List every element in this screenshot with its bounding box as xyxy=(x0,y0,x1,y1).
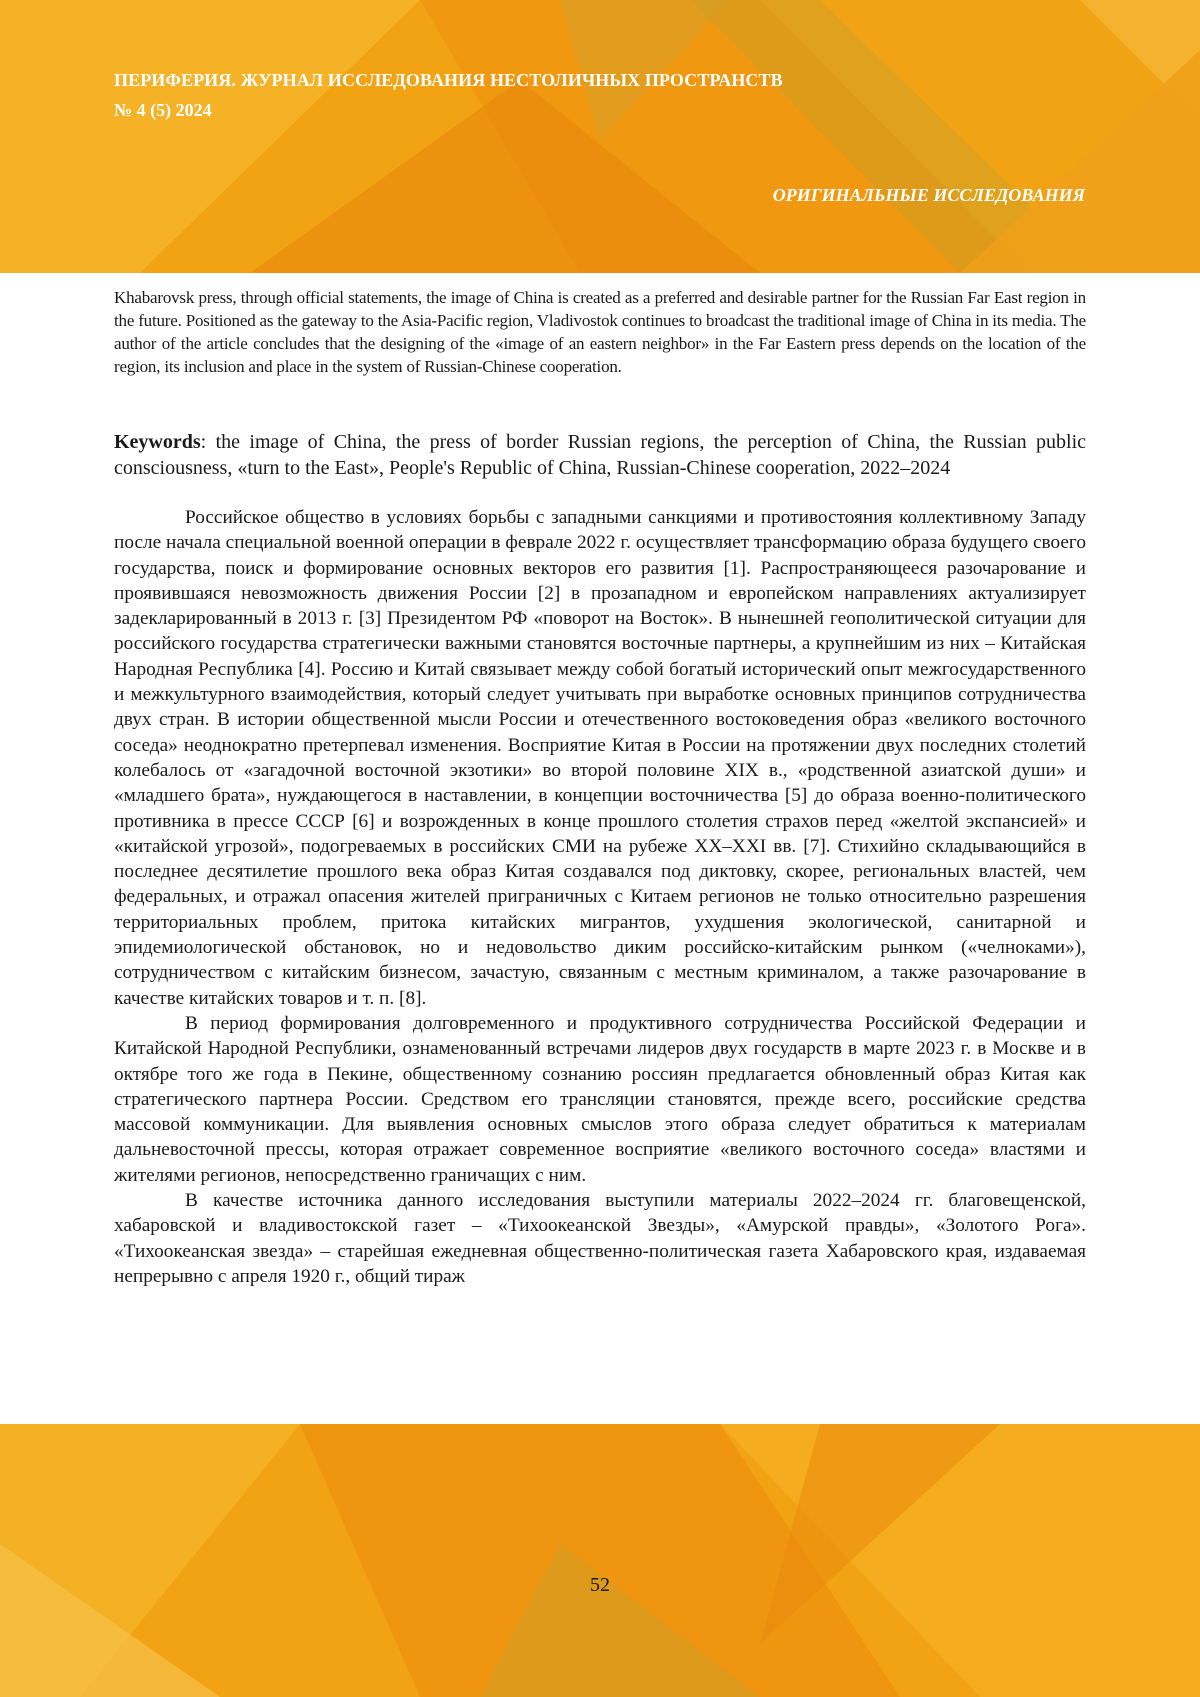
header-decor-shapes xyxy=(0,0,1200,273)
footer-decor-shapes xyxy=(0,1424,1200,1697)
body-paragraph: В качестве источника данного исследования выступили материалы 2022–2024 гг. благовещенской, хабаровской и владивостокской газет – «Тихоокеанской Звезды», «Амурской правды», «Золотого Рога». «Тихоокеанская звезда» – старейшая ежедневная общественно-политическая газета Хабаровского края, издаваемая непрерывно с апреля 1920 г., общий тираж xyxy=(114,1190,1086,1287)
journal-title: ПЕРИФЕРИЯ. ЖУРНАЛ ИССЛЕДОВАНИЯ НЕСТОЛИЧНЫХ ПРОСТРАНСТВ xyxy=(114,70,783,90)
abstract-tail: Khabarovsk press, through official statements, the image of China is created as a preferred and desirable partner for the Russian Far East region in the future. Positioned as the gateway to the Asia-Pacific region, Vladivostok continues to broadcast the traditional image of China in its media. The author of the article concludes that the designing of the «image of an eastern neighbor» in the Far Eastern press depends on the location of the region, its inclusion and place in the system of Russian-Chinese cooperation. xyxy=(114,288,1086,376)
keywords-text: : the image of China, the press of border Russian regions, the perception of China, the Russian public consciousness, «turn to the East», People's Republic of China, Russian-Chinese cooperation, 2022–2024 xyxy=(114,431,1086,479)
article-body xyxy=(114,505,1086,1289)
header-banner xyxy=(0,0,1200,273)
footer-banner xyxy=(0,1424,1200,1697)
body-paragraph: Российское общество в условиях борьбы с западными санкциями и противостояния коллективному Западу после начала специальной военной операции в феврале 2022 г. осуществляет трансформацию образа будущего своего государства, поиск и формирование основных векторов его развития [1]. Распространяющееся разочарование и проявившаяся невозможность движения России [2] в прозападном и европейском направлениях актуализирует задекларированный в 2013 г. [3] Президентом РФ «поворот на Восток». В нынешней геополитической ситуации для российского государства стратегически важными становятся восточные партнеры, а крупнейшим из них – Китайская Народная Республика [4]. Россию и Китай связывает между собой богатый исторический опыт межгосударственного и межкультурного взаимодействия, который следует учитывать при выработке основных принципов сотрудничества двух стран. В истории общественной мысли России и отечественного востоковедения образ «великого восточного соседа» неоднократно претерпевал изменения. Восприятие Китая в России на протяжении двух последних столетий колебалось от «загадочной восточной экзотики» во второй половине XIX в., «родственной азиатской души» и «младшего брата», нуждающегося в наставлении, в концепции восточничества [5] до образа военно-политического противника в прессе СССР [6] и возрожденных в конце прошлого столетия страхов перед «желтой экспансией» и «китайской угрозой», подогреваемых в российских СМИ на рубеже XX–XXI вв. [7]. Стихийно складывающийся в последнее десятилетие прошлого века образ Китая создавался под диктовку, скорее, региональных властей, чем федеральных, и отражал опасения жителей приграничных с Китаем регионов не только относительно разрешения территориальных проблем, притока китайских мигрантов, ухудшения экологической, санитарной и эпидемиологической обстановок, но и недовольство диким российско-китайским рынком («челноками»), сотрудничеством с китайским бизнесом, зачастую, связанным с местным криминалом, а также разочарование в качестве китайских товаров и т. п. [8]. xyxy=(114,507,1086,1009)
page-number: 52 xyxy=(590,1574,610,1596)
journal-issue: № 4 (5) 2024 xyxy=(114,100,212,120)
body-paragraph: В период формирования долговременного и продуктивного сотрудничества Российской Федерации и Китайской Народной Республики, ознаменованный встречами лидеров двух государств в марте 2023 г. в Москве и в октябре того же года в Пекине, общественному сознанию россиян предлагается обновленный образ Китая как стратегического партнера России. Средством его трансляции становятся, прежде всего, российские средства массовой коммуникации. Для выявления основных смыслов этого образа следует обратиться к материалам дальневосточной прессы, которая отражает современное восприятие «великого восточного соседа» властями и жителями регионов, непосредственно граничащих с ним. xyxy=(114,1012,1086,1186)
keywords-label: Keywords xyxy=(114,431,201,453)
section-label: ОРИГИНАЛЬНЫЕ ИССЛЕДОВАНИЯ xyxy=(772,185,1085,205)
keywords xyxy=(114,429,1086,481)
